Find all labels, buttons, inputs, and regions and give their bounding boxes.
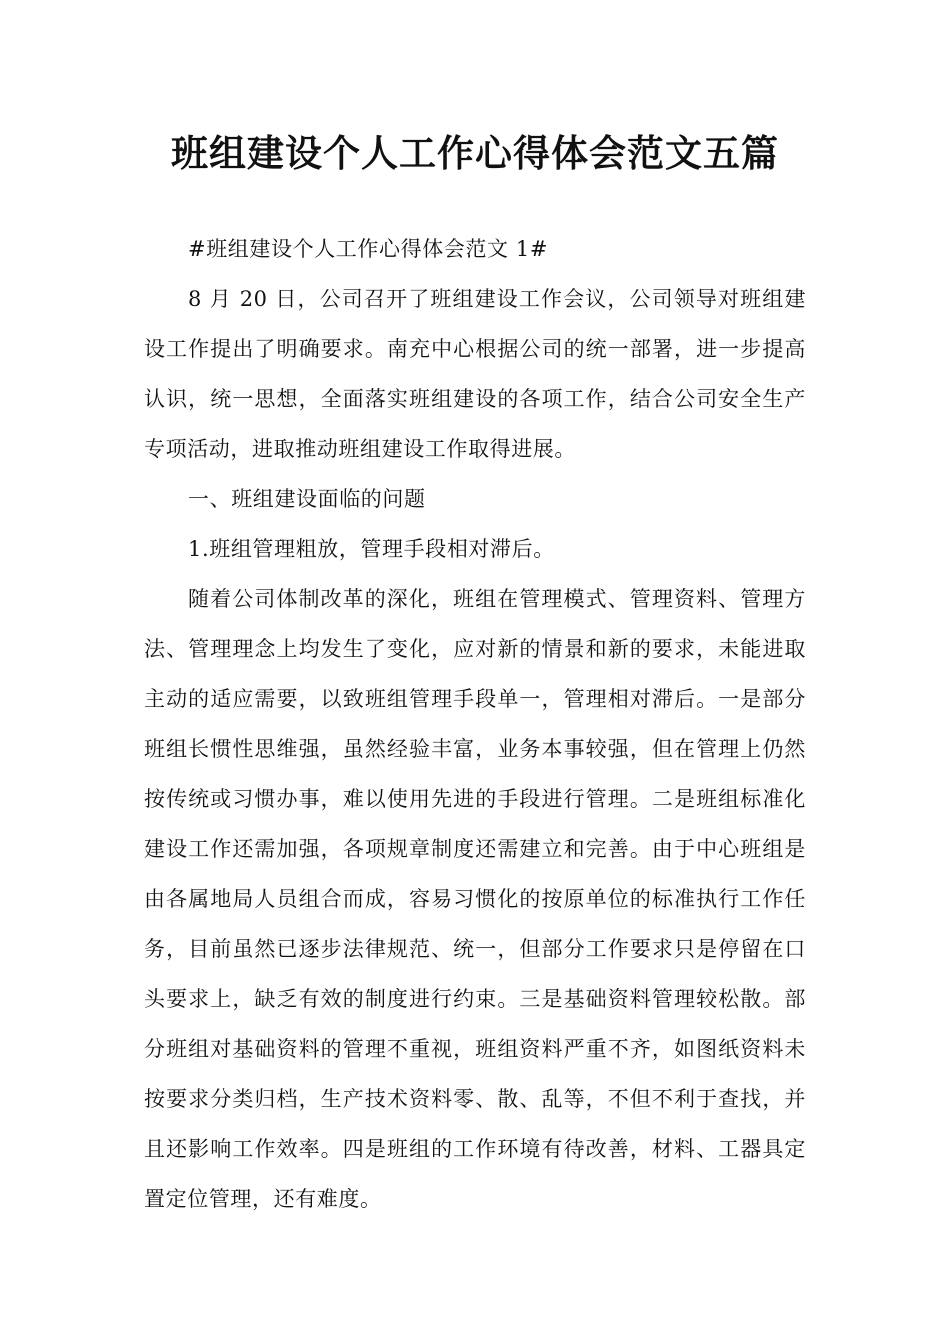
document-body xyxy=(144,224,806,1224)
section-heading: #班组建设个人工作心得体会范文 1# xyxy=(188,237,549,261)
paragraph: 随着公司体制改革的深化，班组在管理模式、管理资料、管理方法、管理理念上均发生了变化，应对新的情景和新的要求，未能进取主动的适应需要，以致班组管理手段单一，管理相对滞后。一是部分班组长惯性思维强，虽然经验丰富，业务本事较强，但在管理上仍然按传统或习惯办事，难以使用先进的手段进行管理。二是班组标准化建设工作还需加强，各项规章制度还需建立和完善。由于中心班组是由各属地局人员组合而成，容易习惯化的按原单位的标准执行工作任务，目前虽然已逐步法律规范、统一，但部分工作要求只是停留在口头要求上，缺乏有效的制度进行约束。三是基础资料管理较松散。部分班组对基础资料的管理不重视，班组资料严重不齐，如图纸资料未按要求分类归档，生产技术资料零、散、乱等，不但不利于查找，并且还影响工作效率。四是班组的工作环境有待改善，材料、工器具定置定位管理，还有难度。 xyxy=(144,587,806,1211)
paragraph: 8 月 20 日，公司召开了班组建设工作会议，公司领导对班组建设工作提出了明确要求。南充中心根据公司的统一部署，进一步提高认识，统一思想，全面落实班组建设的各项工作，结合公司安全生产专项活动，进取推动班组建设工作取得进展。 xyxy=(144,287,806,461)
subheading: 一、班组建设面临的问题 xyxy=(188,487,426,511)
list-item: 1.班组管理粗放，管理手段相对滞后。 xyxy=(188,537,555,561)
document-title: 班组建设个人工作心得体会范文五篇 xyxy=(171,132,779,175)
